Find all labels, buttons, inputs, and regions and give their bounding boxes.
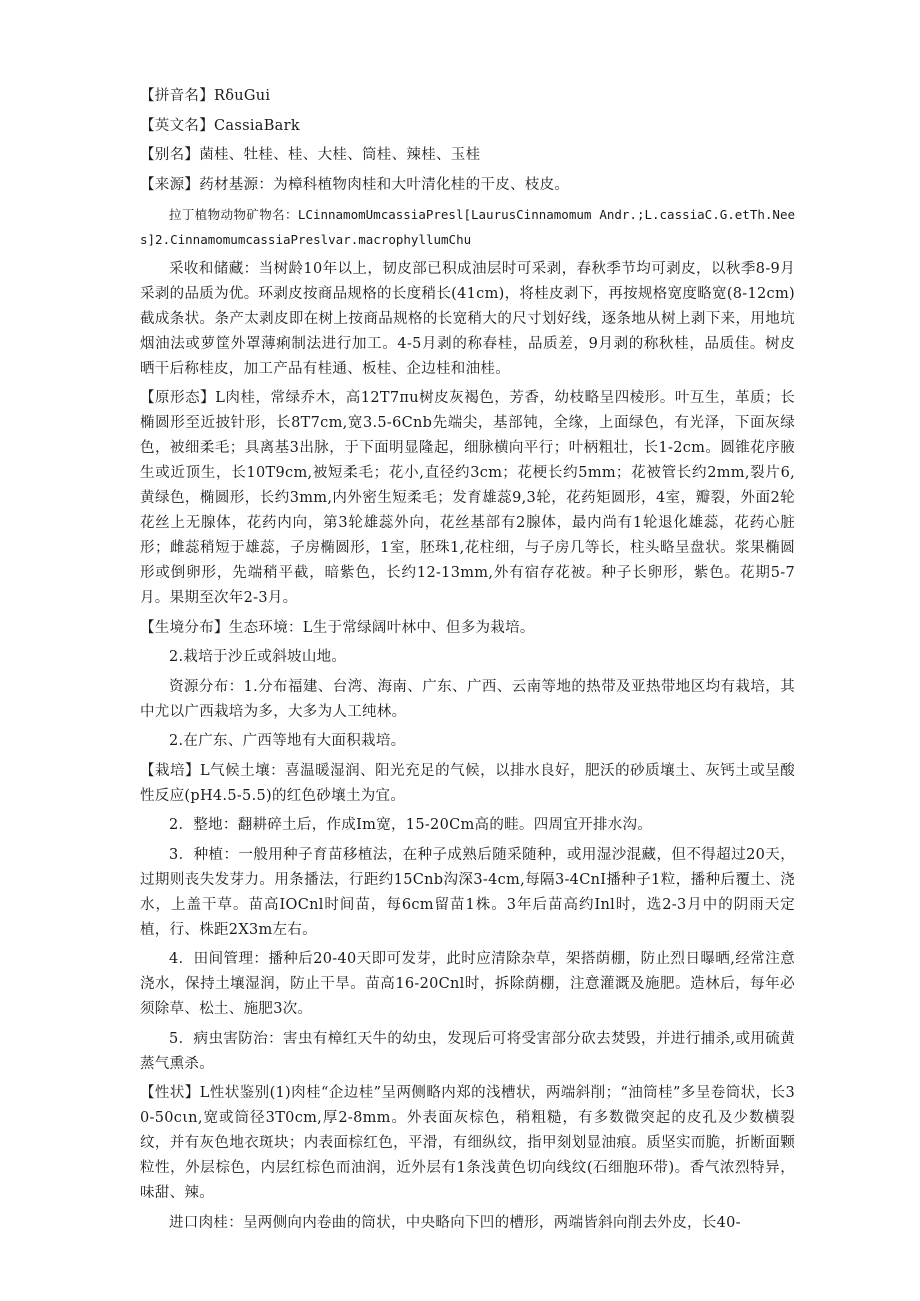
characteristics-paragraph: 【性状】L性状鉴别(1)肉桂“企边桂”呈两侧略内郑的浅槽状，两端斜削；“油筒桂”多呈卷筒状，长30-50cιn,宽或筒径3T0cm,厚2-8mm。外表面灰棕色，稍粗糙，有多数微突起的皮孔及少数横裂纹，并有灰色地衣斑块；内表面棕红色，平滑，有细纵纹，指甲刻划显油痕。质坚实而脆，折断面颗粒性，外层棕色，内层红棕色而油润，近外层有1条浅黄色切向线纹(石细胞环带)。香气浓烈特异，味甜、辣。 bbox=[140, 1085, 795, 1201]
imported-cinnamon-paragraph: 进口肉桂：呈两侧向内卷曲的筒状，中央略向下凹的槽形，两端皆斜向削去外皮，长40- bbox=[169, 1214, 741, 1231]
distribution-paragraph: 资源分布：1.分布福建、台湾、海南、广东、广西、云南等地的热带及亚热带地区均有栽培，其中尤以广西栽培为多，大多为人工纯林。 bbox=[140, 678, 795, 720]
alias-line: 【别名】菌桂、牡桂、桂、大桂、筒桂、辣桂、玉桂 bbox=[140, 147, 481, 163]
habitat-paragraph: 【生境分布】生态环境：L生于常绿阔叶林中、但多为栽培。 bbox=[140, 619, 535, 636]
cultivation-planting: 3．种植：一般用种子育苗移植法，在种子成熟后随采随种，或用湿沙混藏，但不得超过20天，过期则丧失发芽力。用条播法，行距约15Cnb沟深3-4cm,每隔3-4CnI播种子1粒，播种后覆土、浇水，上盖干草。苗高IOCnl时间苗，每6cm留苗1株。3年后苗高约Inl时，选2-3月中的阴雨天定植，行、株距2X3m左右。 bbox=[140, 846, 795, 938]
english-name-line: 【英文名】CassiaBark bbox=[140, 117, 300, 134]
distribution-item-2: 2.在广东、广西等地有大面积栽培。 bbox=[169, 733, 406, 749]
habitat-item-2: 2.栽培于沙丘或斜坡山地。 bbox=[169, 649, 347, 665]
cultivation-paragraph: 【栽培】L气候土壤：喜温暖湿润、阳光充足的气候，以排水良好，肥沃的砂质壤土、灰钙土或呈酸性反应(pH4.5-5.5)的红色砂壤土为宜。 bbox=[140, 762, 795, 804]
harvest-storage-paragraph: 采收和储藏：当树龄10年以上，韧皮部已积成油层时可采剥，春秋季节均可剥皮，以秋季8-9月采剥的品质为优。环剥皮按商品规格的长度稍长(41cm)，将桂皮剥下，再按规格宽度略宽(8-12cm)截成条状。条产太剥皮即在树上按商品规格的长宽稍大的尺寸划好线，逐条地从树上剥下来，用地坑烟油法或萝筐外罩薄痢制法进行加工。4-5月剥的称春桂，品质差，9月剥的称秋桂，品质佳。树皮晒干后称桂皮，加工产品有桂通、板桂、企边桂和油桂。 bbox=[140, 260, 795, 377]
cultivation-pest-control: 5．病虫害防治：害虫有樟红天牛的幼虫，发现后可将受害部分砍去焚毁，并进行捕杀,或用硫黄蒸气熏杀。 bbox=[140, 1030, 795, 1072]
source-line: 【来源】药材基源：为樟科植物肉桂和大叶清化桂的干皮、枝皮。 bbox=[140, 176, 570, 193]
document-body bbox=[140, 84, 795, 1240]
latin-name-paragraph: 拉丁植物动物矿物名：LCinnamomUmcassiaPresl[LaurusCinnamomum Andr.;L.cassiaC.G.etTh.Nees]2.CinnamomumcassiaPreslvar.macrophyllumChu bbox=[140, 207, 795, 247]
pinyin-name-line: 【拼音名】RδuGui bbox=[140, 88, 271, 104]
cultivation-soil-prep: 2．整地：翻耕碎土后，作成Im宽，15-20Cm高的畦。四周宜开排水沟。 bbox=[169, 817, 653, 833]
morphology-paragraph: 【原形态】L肉桂，常绿乔木，高12T7πu树皮灰褐色，芳香，幼枝略呈四棱形。叶互生，革质；长椭圆形至近披针形，长8T7cm,宽3.5-6Cnb先端尖，基部钝，全缘，上面绿色，有光泽，下面灰绿色，被细柔毛；具离基3出脉，于下面明显隆起，细脉横向平行；叶柄粗壮，长1-2cm。圆锥花序腋生或近顶生，长10T9cm,被短柔毛；花小,直径约3cm；花梗长约5mm；花被管长约2mm,裂片6,黄绿色，椭圆形，长约3mm,内外密生短柔毛；发育雄蕊9,3轮，花药矩圆形，4室，瓣裂，外面2轮花丝上无腺体，花药内向，第3轮雄蕊外向，花丝基部有2腺体，最内尚有1轮退化雄蕊，花药心脏形；雌蕊稍短于雄蕊，子房椭圆形，1室，胚珠1,花柱细，与子房几等长，柱头略呈盘状。浆果椭圆形或倒卵形，先端稍平截，暗紫色，长约12-13mm,外有宿存花被。种子长卵形，紫色。花期5-7月。果期至次年2-3月。 bbox=[140, 390, 795, 606]
cultivation-field-management: 4．田间管理：播种后20-40天即可发芽，此时应清除杂草，架搭荫棚，防止烈日曝晒,经常注意浇水，保持土壤湿润，防止干旱。苗高16-20Cnl时，拆除荫棚，注意灌溉及施肥。造林后，每年必须除草、松土、施肥3次。 bbox=[140, 951, 795, 1017]
